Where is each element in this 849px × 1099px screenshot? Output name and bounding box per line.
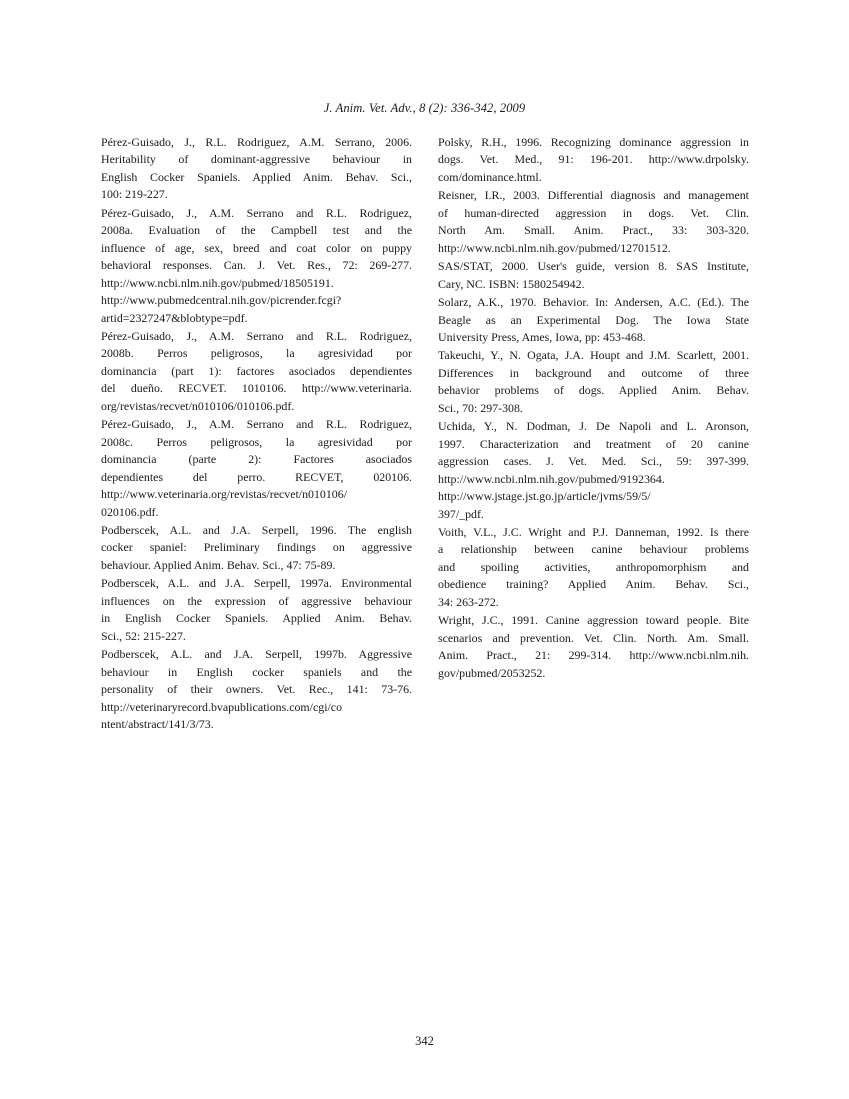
reference-line: 2008a. Evaluation of the Campbell test and the: [101, 223, 412, 238]
reference-line: obedience training? Applied Anim. Behav. Sci.,: [438, 577, 749, 592]
reference-line: Heritability of dominant-aggressive behaviour in: [101, 152, 412, 167]
reference-line: 2008b. Perros peligrosos, la agresividad por: [101, 346, 412, 361]
reference-line: University Press, Ames, Iowa, pp: 453-468.: [438, 329, 646, 344]
reference-line: Takeuchi, Y., N. Ogata, J.A. Houpt and J.M. Scarlett, 2001.: [438, 348, 749, 363]
reference-line: dependientes del perro. RECVET, 020106.: [101, 469, 412, 484]
reference-line: Podberscek, A.L. and J.A. Serpell, 1997a. Environmental: [101, 576, 412, 591]
reference-entry: [438, 347, 749, 417]
reference-line: Wright, J.C., 1991. Canine aggression toward people. Bite: [438, 613, 749, 628]
reference-line: 397/_pdf.: [438, 506, 484, 521]
reference-line: Beagle as an Experimental Dog. The Iowa State: [438, 312, 749, 327]
page-number: 342: [415, 1034, 434, 1048]
reference-line: Reisner, I.R., 2003. Differential diagnosis and management: [438, 188, 749, 203]
reference-line: org/revistas/recvet/n010106/010106.pdf.: [101, 398, 295, 413]
reference-line: Anim. Pract., 21: 299-314. http://www.ncbi.nlm.nih.: [438, 648, 749, 663]
reference-entry: [438, 294, 749, 346]
reference-line: behavior problems of dogs. Applied Anim. Behav.: [438, 383, 749, 398]
reference-line: SAS/STAT, 2000. User's guide, version 8. SAS Institute,: [438, 259, 749, 274]
reference-line: cocker spaniel: Preliminary findings on aggressive: [101, 540, 412, 555]
reference-line: http://veterinaryrecord.bvapublications.com/cgi/co: [101, 699, 343, 714]
reference-line: Pérez-Guisado, J., A.M. Serrano and R.L. Rodriguez,: [101, 205, 412, 220]
reference-line: scenarios and prevention. Vet. Clin. North. Am. Small.: [438, 630, 749, 645]
reference-line: Pérez-Guisado, J., A.M. Serrano and R.L. Rodriguez,: [101, 417, 412, 432]
reference-line: Pérez-Guisado, J., A.M. Serrano and R.L. Rodriguez,: [101, 328, 412, 343]
reference-line: behaviour. Applied Anim. Behav. Sci., 47: 75-89.: [101, 557, 336, 572]
references-right-column: [438, 134, 749, 683]
reference-line: dogs. Vet. Med., 91: 196-201. http://www.drpolsky.: [438, 152, 749, 167]
reference-line: ntent/abstract/141/3/73.: [101, 716, 214, 731]
reference-line: of human-directed aggression in dogs. Vet. Clin.: [438, 205, 749, 220]
reference-line: http://www.veterinaria.org/revistas/recvet/n010106/: [101, 487, 348, 502]
reference-line: del dueño. RECVET. 1010106. http://www.veterinaria.: [101, 381, 412, 396]
reference-line: influence of age, sex, breed and coat color on puppy: [101, 240, 412, 255]
reference-entry: [101, 575, 412, 645]
reference-line: http://www.jstage.jst.go.jp/article/jvms/59/5/: [438, 489, 651, 504]
reference-entry: [438, 134, 749, 186]
reference-line: Pérez-Guisado, J., R.L. Rodriguez, A.M. Serrano, 2006.: [101, 135, 412, 149]
reference-entry: [101, 646, 412, 733]
references-left-column: [101, 134, 412, 734]
reference-entry: [101, 328, 412, 415]
reference-line: Solarz, A.K., 1970. Behavior. In: Andersen, A.C. (Ed.). The: [438, 295, 749, 310]
reference-entry: [438, 418, 749, 523]
reference-line: http://www.ncbi.nlm.nih.gov/pubmed/12701512.: [438, 240, 671, 255]
reference-entry: [438, 612, 749, 682]
reference-line: Podberscek, A.L. and J.A. Serpell, 1997b. Aggressive: [101, 647, 412, 662]
reference-line: behaviour in English cocker spaniels and the: [101, 664, 412, 679]
reference-entry: [101, 416, 412, 521]
reference-line: 100: 219-227.: [101, 187, 168, 202]
reference-entry: [438, 258, 749, 293]
reference-line: Sci., 70: 297-308.: [438, 400, 523, 415]
reference-line: Voith, V.L., J.C. Wright and P.J. Danneman, 1992. Is there: [438, 524, 749, 539]
reference-line: http://www.ncbi.nlm.nih.gov/pubmed/18505191.: [101, 275, 334, 290]
reference-line: Cary, NC. ISBN: 1580254942.: [438, 276, 585, 291]
reference-line: Uchida, Y., N. Dodman, J. De Napoli and L. Aronson,: [438, 419, 749, 434]
reference-line: artid=2327247&blobtype=pdf.: [101, 310, 248, 325]
reference-line: Sci., 52: 215-227.: [101, 628, 186, 643]
reference-line: North Am. Small. Anim. Pract., 33: 303-320.: [438, 223, 749, 238]
reference-line: 2008c. Perros peligrosos, la agresividad por: [101, 434, 412, 449]
reference-entry: [101, 522, 412, 574]
reference-line: 020106.pdf.: [101, 504, 159, 519]
reference-entry: [101, 134, 412, 204]
reference-line: dominancia (parte 2): Factores asociados: [101, 452, 412, 467]
reference-line: http://www.ncbi.nlm.nih.gov/pubmed/9192364.: [438, 471, 665, 486]
reference-line: Differences in background and outcome of three: [438, 365, 749, 380]
running-header: J. Anim. Vet. Adv., 8 (2): 336-342, 2009: [323, 101, 526, 115]
reference-line: 34: 263-272.: [438, 594, 499, 609]
reference-line: in English Cocker Spaniels. Applied Anim. Behav.: [101, 611, 412, 626]
reference-entry: [438, 187, 749, 257]
reference-line: and spoiling activities, anthropomorphism and: [438, 559, 749, 574]
reference-line: aggression cases. J. Vet. Med. Sci., 59: 397-399.: [438, 454, 749, 469]
reference-line: http://www.pubmedcentral.nih.gov/picrender.fcgi?: [101, 293, 342, 308]
reference-line: Polsky, R.H., 1996. Recognizing dominance aggression in: [438, 135, 749, 149]
reference-line: personality of their owners. Vet. Rec., 141: 73-76.: [101, 682, 412, 697]
reference-line: com/dominance.html.: [438, 169, 542, 184]
reference-line: behavioral responses. Can. J. Vet. Res., 72: 269-277.: [101, 258, 412, 273]
reference-line: English Cocker Spaniels. Applied Anim. Behav. Sci.,: [101, 169, 412, 184]
reference-line: 1997. Characterization and treatment of 20 canine: [438, 436, 749, 451]
reference-entry: [438, 524, 749, 611]
reference-line: gov/pubmed/2053252.: [438, 665, 546, 680]
reference-line: a relationship between canine behaviour problems: [438, 542, 749, 557]
reference-line: influences on the expression of aggressive behaviour: [101, 593, 412, 608]
reference-entry: [101, 205, 412, 327]
reference-line: Podberscek, A.L. and J.A. Serpell, 1996. The english: [101, 522, 412, 537]
reference-line: dominancia (part 1): factores asociados dependientes: [101, 363, 412, 378]
